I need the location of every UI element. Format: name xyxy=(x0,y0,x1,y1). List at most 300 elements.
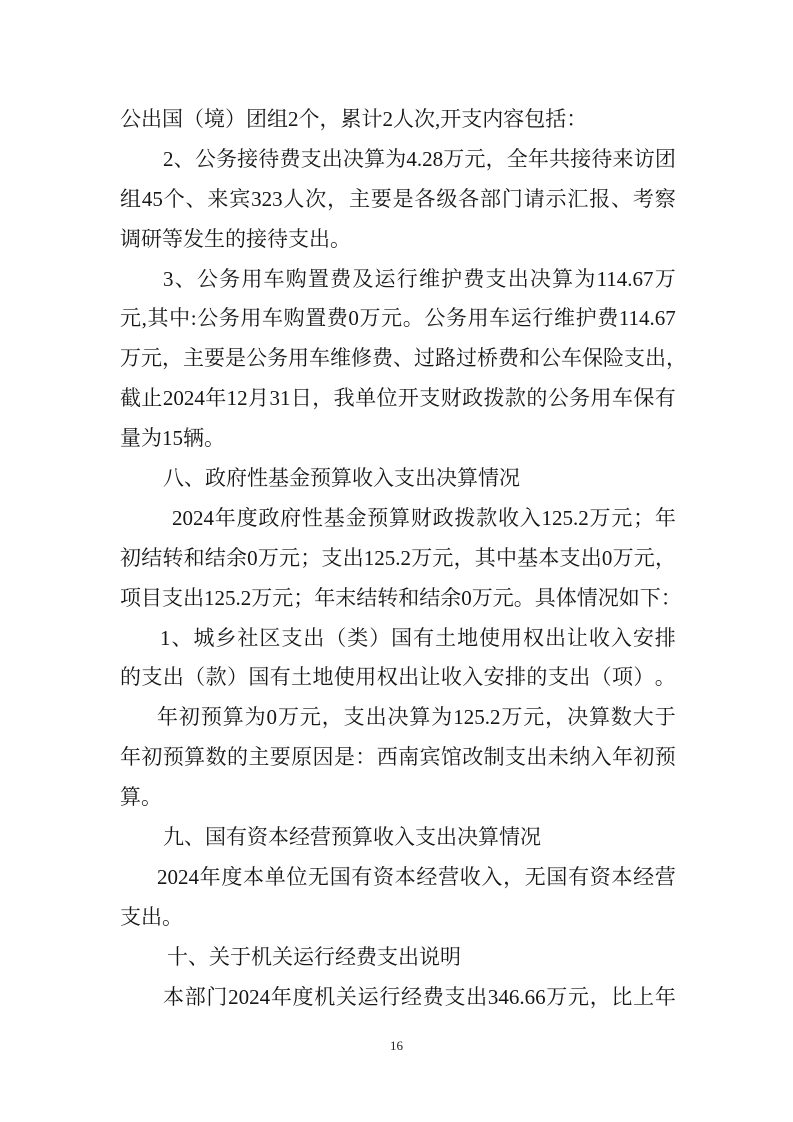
text-fragment: 护 xyxy=(441,266,463,291)
text-fragment: （ xyxy=(184,665,206,690)
text-fragment: 其 xyxy=(147,306,169,331)
text-fragment: 国 xyxy=(329,864,351,889)
text-fragment: 示 xyxy=(545,186,567,211)
text-fragment: 算 xyxy=(389,505,411,530)
text-fragment: 323 xyxy=(251,186,283,211)
text-fragment: 西 xyxy=(376,745,398,770)
text-fragment: 共 xyxy=(549,146,571,171)
text-fragment: ， xyxy=(545,705,567,730)
text-fragment: 待 xyxy=(258,146,280,171)
text-fragment: 出 xyxy=(183,585,204,610)
text-fragment: 社 xyxy=(237,625,259,650)
text-fragment: 万 xyxy=(612,545,634,570)
text-line xyxy=(120,379,676,419)
text-fragment: 接 xyxy=(570,146,592,171)
text-fragment: 要 xyxy=(204,346,225,371)
text-fragment: 无 xyxy=(524,864,546,889)
text-fragment: 察 xyxy=(654,186,676,211)
text-fragment: 宾 xyxy=(229,186,251,211)
text-fragment: 年 xyxy=(205,386,227,411)
text-fragment: 其 xyxy=(474,545,496,570)
text-line xyxy=(120,579,682,619)
text-fragment: 出 xyxy=(162,665,184,690)
text-fragment: 、 xyxy=(173,146,195,171)
text-fragment: 出 xyxy=(580,545,602,570)
text-fragment: 基 xyxy=(323,505,345,530)
text-fragment: ， xyxy=(162,346,183,371)
text-fragment: 车 xyxy=(309,346,330,371)
text-fragment: 年 xyxy=(314,585,336,610)
text-line: 调研等发生的接待支出。 xyxy=(120,226,351,251)
text-line xyxy=(120,619,676,659)
text-fragment: 的 xyxy=(120,665,141,690)
text-fragment: 元 xyxy=(611,505,633,530)
text-fragment: 行 xyxy=(379,984,401,1009)
text-fragment: 无 xyxy=(308,864,330,889)
text-fragment: ， xyxy=(503,864,525,889)
text-fragment: 决 xyxy=(567,705,589,730)
text-fragment: 元 xyxy=(633,545,655,570)
text-fragment: 2024 xyxy=(172,505,214,530)
text-fragment: 性 xyxy=(301,505,323,530)
text-fragment: ， xyxy=(485,146,507,171)
text-fragment: ） xyxy=(369,625,391,650)
text-fragment: 年 xyxy=(654,505,676,530)
text-fragment: 114.67 xyxy=(596,266,654,291)
text-fragment: 支 xyxy=(419,386,441,411)
text-fragment: 结 xyxy=(204,545,226,570)
text-fragment: 各 xyxy=(414,186,436,211)
text-fragment: 元 xyxy=(523,705,545,730)
text-fragment: 宾 xyxy=(419,745,441,770)
text-fragment: 土 xyxy=(291,665,313,690)
text-fragment: 费 xyxy=(498,346,519,371)
text-fragment: 营 xyxy=(438,864,460,889)
text-fragment: 初 xyxy=(141,745,163,770)
text-fragment: 支 xyxy=(444,984,466,1009)
text-fragment: 改 xyxy=(462,745,484,770)
text-fragment: 0 xyxy=(601,545,613,570)
text-fragment: 万 xyxy=(120,346,141,371)
text-fragment: ； xyxy=(293,585,315,610)
text-fragment: 让 xyxy=(419,665,441,690)
text-fragment: ， xyxy=(589,984,611,1009)
text-fragment: 收 xyxy=(588,625,610,650)
text-fragment: 安 xyxy=(632,625,654,650)
text-fragment: 初 xyxy=(178,705,200,730)
text-fragment: 入 xyxy=(519,505,541,530)
text-fragment: 全 xyxy=(506,146,528,171)
text-fragment: 出 xyxy=(507,266,529,291)
text-fragment: 支 xyxy=(624,346,645,371)
text-fragment: 用 xyxy=(355,665,377,690)
text-fragment: 有 xyxy=(654,386,676,411)
text-fragment: 0 xyxy=(247,545,258,570)
text-fragment: 月 xyxy=(248,386,270,411)
text-fragment: 公 xyxy=(540,346,561,371)
text-fragment: 单 xyxy=(264,864,286,889)
text-line xyxy=(120,339,687,379)
text-fragment: 万 xyxy=(277,705,299,730)
text-fragment: 组 xyxy=(120,186,141,211)
text-fragment: 出 xyxy=(365,705,387,730)
text-line: 算。 xyxy=(120,785,162,810)
text-fragment: 出 xyxy=(544,625,566,650)
text-fragment: 。 xyxy=(402,306,424,331)
text-fragment: 初 xyxy=(633,745,655,770)
text-fragment: 使 xyxy=(479,625,501,650)
text-fragment: 元 xyxy=(492,585,514,610)
text-fragment: 是 xyxy=(333,745,355,770)
text-fragment: 维 xyxy=(330,346,351,371)
text-line xyxy=(120,140,676,180)
text-fragment: （ xyxy=(590,665,612,690)
text-fragment: 费 xyxy=(326,306,348,331)
text-line: 八、政府性基金预算收入支出决算情况 xyxy=(163,466,520,491)
text-fragment: 支 xyxy=(300,146,322,171)
text-fragment: 公 xyxy=(197,306,219,331)
text-fragment: 年 xyxy=(199,864,221,889)
text-fragment: 收 xyxy=(440,665,462,690)
text-fragment: 元 xyxy=(432,545,454,570)
text-fragment: 门 xyxy=(501,186,523,211)
text-fragment: 45 xyxy=(141,186,163,211)
text-fragment: 125.2 xyxy=(541,505,589,530)
text-fragment: 主 xyxy=(248,745,270,770)
text-fragment: 来 xyxy=(612,146,634,171)
text-fragment: 公 xyxy=(547,386,569,411)
text-fragment: ， xyxy=(453,545,475,570)
text-fragment: 人 xyxy=(283,186,305,211)
text-fragment: 支 xyxy=(141,665,163,690)
text-fragment: 止 xyxy=(141,386,163,411)
text-fragment: 政 xyxy=(462,386,484,411)
text-fragment: 况 xyxy=(597,585,619,610)
text-fragment: 万 xyxy=(589,505,611,530)
text-fragment: 预 xyxy=(654,745,676,770)
text-fragment: 元 xyxy=(381,306,403,331)
text-fragment: 乡 xyxy=(215,625,237,650)
text-fragment: 制 xyxy=(483,745,505,770)
text-fragment: : xyxy=(190,306,197,331)
text-fragment: 本 xyxy=(243,864,265,889)
text-fragment: 为 xyxy=(244,705,266,730)
text-fragment: 万 xyxy=(251,585,273,610)
text-fragment: 出 xyxy=(645,346,666,371)
text-fragment: 为 xyxy=(385,146,407,171)
text-fragment: 年 xyxy=(214,505,236,530)
text-line: 十、关于机关运行经费支出说明 xyxy=(167,944,461,969)
text-fragment: 万 xyxy=(654,266,676,291)
text-fragment: 团 xyxy=(654,146,676,171)
text-fragment: 入 xyxy=(481,864,503,889)
text-fragment: 114.67 xyxy=(618,306,676,331)
text-fragment: 算 xyxy=(588,705,610,730)
text-fragment: 本 xyxy=(538,545,560,570)
text-fragment: 算 xyxy=(409,705,431,730)
text-fragment: 项 xyxy=(120,585,141,610)
text-fragment: 置 xyxy=(305,306,327,331)
text-fragment: 护 xyxy=(575,306,597,331)
text-fragment: 和 xyxy=(398,585,420,610)
text-fragment: 元 xyxy=(272,585,294,610)
text-fragment: 0 xyxy=(348,306,359,331)
text-fragment: 数 xyxy=(610,705,632,730)
text-fragment: 是 xyxy=(225,346,246,371)
text-fragment: 中 xyxy=(495,545,517,570)
text-fragment: 国 xyxy=(248,665,270,690)
text-fragment: ； xyxy=(300,545,322,570)
text-fragment: 位 xyxy=(286,864,308,889)
text-fragment: 车 xyxy=(261,306,283,331)
text-fragment: 费 xyxy=(422,984,444,1009)
text-fragment: 用 xyxy=(241,266,263,291)
text-fragment: 元 xyxy=(299,705,321,730)
text-fragment: 机 xyxy=(314,984,336,1009)
text-fragment: 维 xyxy=(554,306,575,331)
text-fragment: 元 xyxy=(120,306,141,331)
text-fragment: 2024 xyxy=(228,984,271,1009)
text-fragment: 125.2 xyxy=(204,585,252,610)
text-fragment: ： xyxy=(355,745,377,770)
text-fragment: 报 xyxy=(589,186,611,211)
text-fragment: 年 xyxy=(611,745,633,770)
text-fragment: 排 xyxy=(654,625,676,650)
text-fragment: 排 xyxy=(505,665,527,690)
text-fragment: 修 xyxy=(351,346,372,371)
text-fragment: 险 xyxy=(603,346,624,371)
text-fragment: 中 xyxy=(169,306,191,331)
page-number: 16 xyxy=(390,1038,403,1053)
text-fragment: 上 xyxy=(633,984,655,1009)
text-fragment: 路 xyxy=(435,346,456,371)
text-fragment: 务 xyxy=(445,306,467,331)
text-fragment: 125.2 xyxy=(453,705,501,730)
text-fragment: 万 xyxy=(501,705,523,730)
text-fragment: 末 xyxy=(335,585,357,610)
text-fragment: 支 xyxy=(485,266,507,291)
text-fragment: 转 xyxy=(162,545,184,570)
text-fragment: 如 xyxy=(618,585,640,610)
text-line: 九、国有资本经营预算收入支出决算情况 xyxy=(163,825,541,850)
text-fragment: 。 xyxy=(654,665,676,690)
text-fragment: 车 xyxy=(489,306,511,331)
text-fragment: 支 xyxy=(547,665,569,690)
text-fragment: 的 xyxy=(526,386,548,411)
text-fragment: 务 xyxy=(219,266,241,291)
text-fragment: 、 xyxy=(611,186,633,211)
text-fragment: 余 xyxy=(440,585,462,610)
text-fragment: 出 xyxy=(569,665,591,690)
text-fragment: 、 xyxy=(174,266,196,291)
text-fragment: 支 xyxy=(281,625,303,650)
text-fragment: 用 xyxy=(501,625,522,650)
text-fragment: 31 xyxy=(269,386,291,411)
text-fragment: 原 xyxy=(291,745,313,770)
text-fragment: 馆 xyxy=(440,745,462,770)
text-line xyxy=(120,539,676,579)
text-fragment: 算 xyxy=(222,705,244,730)
text-fragment: 个 xyxy=(163,186,185,211)
text-fragment: 为 xyxy=(574,266,596,291)
text-fragment: 下 xyxy=(639,585,661,610)
text-fragment: 保 xyxy=(633,386,655,411)
document-body xyxy=(120,100,687,1017)
text-fragment: 、 xyxy=(393,346,414,371)
text-fragment: 要 xyxy=(370,186,392,211)
text-line: 支出。 xyxy=(120,904,183,929)
text-fragment: 财 xyxy=(410,505,432,530)
text-fragment: 务 xyxy=(218,306,240,331)
text-fragment: 万 xyxy=(471,585,493,610)
text-fragment: 运 xyxy=(357,984,379,1009)
text-fragment: 元 xyxy=(464,146,486,171)
text-fragment: 金 xyxy=(345,505,367,530)
text-fragment: 支 xyxy=(505,745,527,770)
text-fragment: 地 xyxy=(312,665,334,690)
text-fragment: 本 xyxy=(394,864,416,889)
text-fragment: 支 xyxy=(343,705,365,730)
text-fragment: 有 xyxy=(351,864,373,889)
text-fragment: 费 xyxy=(597,306,619,331)
text-fragment: 行 xyxy=(396,266,418,291)
text-fragment: ， xyxy=(327,186,349,211)
text-fragment: 公 xyxy=(246,346,267,371)
text-fragment: 2 xyxy=(163,146,174,171)
text-fragment: 4.28 xyxy=(406,146,444,171)
text-fragment: 具 xyxy=(534,585,556,610)
text-fragment: 、 xyxy=(185,186,207,211)
text-fragment: 万 xyxy=(443,146,465,171)
text-fragment: 维 xyxy=(418,266,440,291)
text-fragment: 车 xyxy=(561,346,582,371)
text-fragment: 收 xyxy=(459,864,481,889)
text-fragment: 出 xyxy=(398,665,420,690)
text-fragment: 万 xyxy=(257,545,279,570)
text-fragment: 收 xyxy=(497,505,519,530)
text-fragment: 过 xyxy=(414,346,435,371)
text-fragment: 类 xyxy=(347,625,369,650)
text-fragment: 权 xyxy=(522,625,544,650)
text-fragment: 接 xyxy=(237,146,259,171)
text-fragment: 有 xyxy=(269,665,291,690)
text-fragment: 转 xyxy=(377,585,399,610)
text-fragment: 本 xyxy=(611,864,633,889)
text-fragment: 置 xyxy=(307,266,329,291)
text-fragment: 待 xyxy=(591,146,613,171)
text-fragment: 关 xyxy=(335,984,357,1009)
text-fragment: 有 xyxy=(568,864,590,889)
text-fragment: 运 xyxy=(374,266,396,291)
text-fragment: 度 xyxy=(221,864,243,889)
text-fragment: 拨 xyxy=(483,386,505,411)
text-fragment: 城 xyxy=(193,625,215,650)
text-fragment: 南 xyxy=(398,745,420,770)
text-fragment: 算 xyxy=(364,146,386,171)
text-fragment: 费 xyxy=(372,346,393,371)
text-fragment: ： xyxy=(660,585,682,610)
text-fragment: 入 xyxy=(462,665,484,690)
text-line xyxy=(120,738,676,778)
text-fragment: 地 xyxy=(457,625,479,650)
text-fragment: 出 xyxy=(466,984,488,1009)
text-fragment: 经 xyxy=(416,864,438,889)
text-line xyxy=(120,299,676,339)
text-fragment: 务 xyxy=(215,146,237,171)
text-fragment: 纳 xyxy=(569,745,591,770)
text-line: 公出国（境）团组2个，累计2人次,开支内容包括： xyxy=(120,107,588,131)
text-fragment: 支 xyxy=(321,545,343,570)
text-line xyxy=(120,978,676,1018)
text-fragment: 车 xyxy=(263,266,285,291)
text-fragment: 预 xyxy=(200,705,222,730)
text-fragment: 体 xyxy=(555,585,577,610)
text-fragment: 过 xyxy=(456,346,477,371)
text-fragment: 主 xyxy=(183,346,204,371)
text-fragment: 桥 xyxy=(477,346,498,371)
text-fragment: 未 xyxy=(547,745,569,770)
text-fragment: 结 xyxy=(356,585,378,610)
text-fragment: 元 xyxy=(568,984,589,1009)
text-fragment: 级 xyxy=(436,186,458,211)
text-line xyxy=(120,858,676,898)
text-fragment: 年 xyxy=(157,705,178,730)
text-fragment: 预 xyxy=(367,505,389,530)
text-fragment: 的 xyxy=(526,665,548,690)
text-fragment: 基 xyxy=(517,545,539,570)
text-fragment: 。 xyxy=(513,585,535,610)
text-fragment: 结 xyxy=(141,545,163,570)
text-fragment: 是 xyxy=(392,186,414,211)
text-fragment: 初 xyxy=(120,545,141,570)
text-fragment: 门 xyxy=(206,984,228,1009)
text-fragment: 购 xyxy=(283,306,305,331)
text-fragment: 0 xyxy=(461,585,472,610)
text-fragment: 元 xyxy=(141,346,162,371)
text-fragment: 款 xyxy=(476,505,498,530)
text-line xyxy=(120,658,676,698)
text-fragment: 来 xyxy=(207,186,229,211)
text-fragment: 年 xyxy=(527,146,549,171)
text-fragment: 出 xyxy=(321,146,343,171)
text-fragment: 使 xyxy=(333,665,355,690)
text-fragment: 府 xyxy=(280,505,302,530)
text-fragment: 用 xyxy=(590,386,612,411)
text-fragment: 购 xyxy=(285,266,307,291)
text-fragment: 入 xyxy=(590,745,612,770)
text-line xyxy=(120,260,676,300)
text-fragment: 决 xyxy=(529,266,551,291)
text-fragment: 、 xyxy=(171,625,193,650)
text-fragment: 权 xyxy=(376,665,398,690)
text-fragment: 3 xyxy=(163,266,174,291)
text-fragment: 的 xyxy=(226,745,248,770)
text-fragment: 车 xyxy=(611,386,633,411)
text-fragment: 346.66 xyxy=(487,984,546,1009)
text-fragment: 费 xyxy=(330,266,352,291)
text-fragment: 部 xyxy=(184,984,206,1009)
text-fragment: 开 xyxy=(397,386,419,411)
text-fragment: 余 xyxy=(225,545,247,570)
text-line xyxy=(120,499,676,539)
text-fragment: 资 xyxy=(589,864,611,889)
text-fragment: 算 xyxy=(184,745,206,770)
text-fragment: 截 xyxy=(120,386,141,411)
text-fragment: 预 xyxy=(162,745,184,770)
text-fragment: 费 xyxy=(463,266,485,291)
text-fragment: 公 xyxy=(424,306,446,331)
text-fragment: 要 xyxy=(269,745,291,770)
